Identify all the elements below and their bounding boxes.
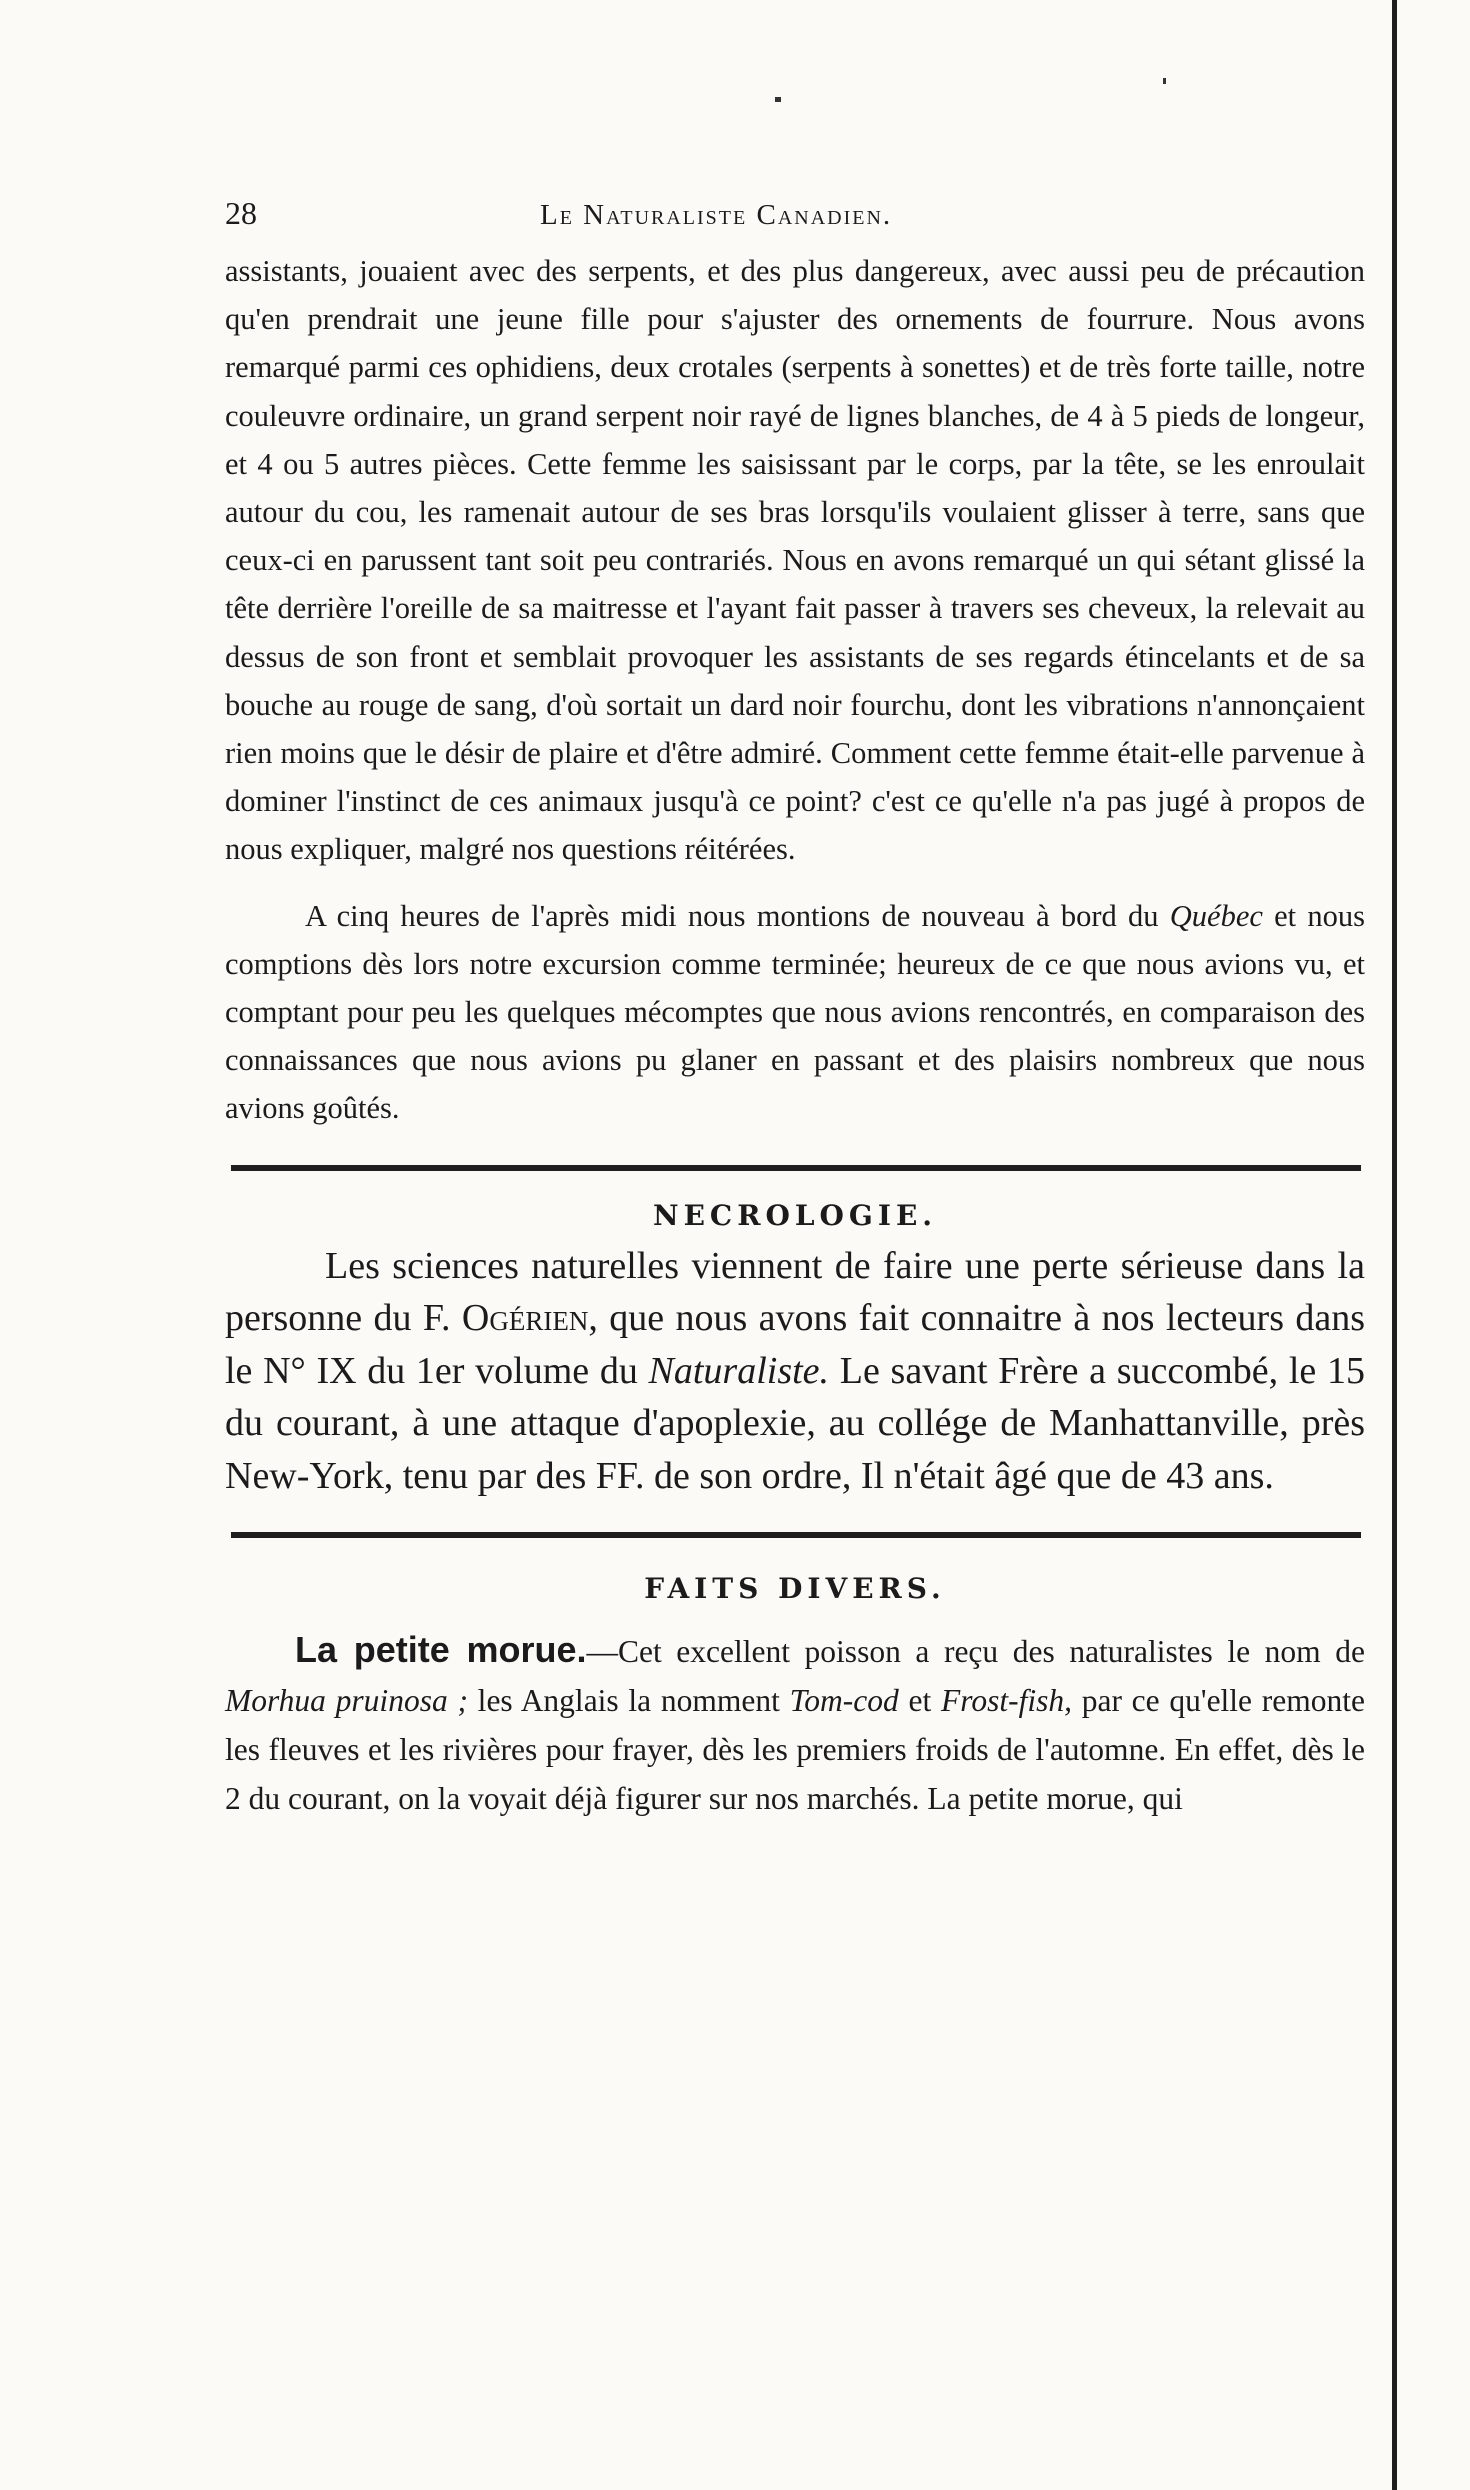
faits-text: —Cet excellent poisson a reçu des naturalistes le nom de — [586, 1634, 1365, 1670]
necrologie-text-3: Le savant Frère a succombé, le 15 du courant, à une attaque d'apoplexie, au collége de Manhattanville, près New-York, tenu par des FF. de son ordre, Il n'était âgé que de 43 ans. — [225, 1349, 1365, 1497]
page-header — [225, 195, 1365, 247]
body-paragraph-1: assistants, jouaient avec des serpents, et des plus dangereux, avec aussi peu de précaution qu'en prendrait une jeune fille pour s'ajuster des ornements de fourrure. Nous avons remarqué parmi ces ophidiens, deux crotales (serpents à sonettes) et de très forte taille, notre couleuvre ordinaire, un grand serpent noir rayé de lignes blanches, de 4 à 5 pieds de longeur, et 4 ou 5 autres pièces. Cette femme les saisissant par le corps, par la tête, se les enroulait autour du cou, les ramenait autour de ses bras lorsqu'ils voulaient glisser à terre, sans que ceux-ci en parussent tant soit peu contrariés. Nous en avons remarqué un qui sétant glissé la tête derrière l'oreille de sa maitresse et l'ayant fait passer à travers ses cheveux, la relevait au dessus de son front et semblait provoquer les assistants de ses regards étincelants et de sa bouche au rouge de sang, d'où sortait un dard noir fourchu, dont les vibrations n'annonçaient rien moins que le désir de plaire et d'être admiré. Comment cette femme était-elle parvenue à dominer l'instinct de ces animaux jusqu'à ce point? c'est ce qu'elle n'a pas jugé à propos de nous expliquer, malgré nos questions réitérées. — [225, 254, 1365, 867]
necrologie-heading: NECROLOGIE. — [652, 1198, 938, 1232]
book-page — [225, 195, 1365, 1823]
ship-name: Québec — [1169, 898, 1263, 933]
body-paragraph-2 — [225, 892, 1365, 1133]
faits-divers-heading: FAITS DIVERS. — [644, 1572, 946, 1606]
running-title: Le Naturaliste Canadien. — [540, 199, 893, 231]
print-speck — [775, 97, 781, 102]
necrologie-text: Les sciences naturelles viennent de faire une perte sérieuse dans la personne du F. — [225, 1244, 1365, 1340]
latin-name: Morhua pruinosa ; — [225, 1683, 468, 1719]
page-edge-line — [1392, 0, 1397, 2490]
faits-text-4: par ce qu'elle remonte les fleuves et les rivières pour frayer, dès les premiers froids de l'automne. En effet, dès le 2 du courant, on la voyait déjà figurer sur nos marchés. La petite morue, qui — [225, 1683, 1365, 1817]
necrologie-text-2: , que nous avons fait connaitre à nos lecteurs dans le N° IX du 1er volume du — [225, 1297, 1366, 1392]
paragraph-2-text: A cinq heures de l'après midi nous montions de nouveau à bord du — [305, 898, 1170, 933]
english-name-2: Frost-fish, — [941, 1683, 1072, 1719]
faits-text-2: les Anglais la nomment — [467, 1683, 790, 1719]
faits-text-3: et — [898, 1683, 941, 1719]
article-lead: La petite morue. — [295, 1629, 587, 1671]
journal-title: Naturaliste. — [648, 1349, 830, 1392]
english-name-1: Tom-cod — [789, 1683, 899, 1719]
section-rule — [231, 1532, 1361, 1538]
section-rule — [231, 1165, 1361, 1171]
person-name: Ogérien — [461, 1297, 589, 1340]
page-number: 28 — [225, 195, 257, 231]
necrologie-paragraph — [225, 1240, 1365, 1503]
print-speck — [1163, 78, 1166, 84]
paragraph-2-text-end: et nous comptions dès lors notre excursion comme terminée; heureux de ce que nous avions vu, et comptant pour peu les quelques mécomptes que nous avions rencontrés, en comparaison des connaissances que nous avions pu glaner en passant et des plaisirs nombreux que nous avions goûtés. — [225, 898, 1365, 1126]
faits-divers-paragraph — [225, 1625, 1365, 1823]
